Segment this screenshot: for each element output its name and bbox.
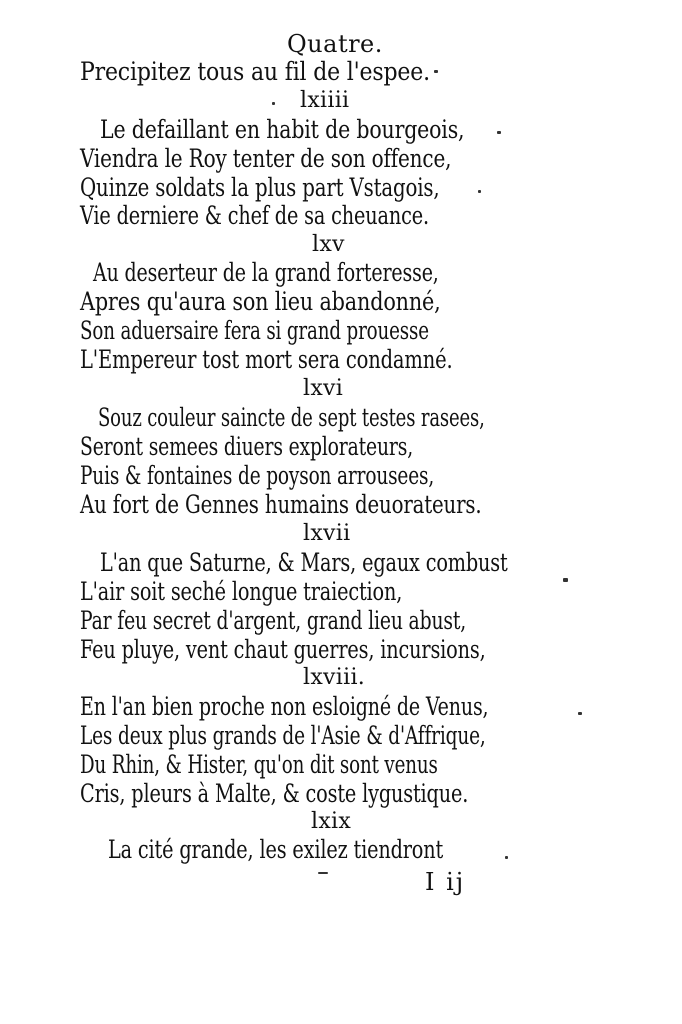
verse-line: L'an que Saturne, & Mars, egaux combust <box>100 548 508 577</box>
verse-line: Du Rhin, & Hister, qu'on dit sont venus <box>80 750 438 779</box>
verse-line: Par feu secret d'argent, grand lieu abust, <box>80 606 467 635</box>
verse-line: Le defaillant en habit de bourgeois, <box>100 115 465 144</box>
verse-line: Apres qu'aura son lieu abandonné, <box>80 287 441 316</box>
verse-line: L'Empereur tost mort sera condamné. <box>80 345 453 374</box>
verse-line: Seront semees diuers explorateurs, <box>80 432 414 461</box>
verse-line: Son aduersaire fera si grand prouesse <box>80 316 429 345</box>
verse-line: Vie derniere & chef de sa cheuance. <box>80 201 429 230</box>
quatrain-number: lxiiii <box>300 88 350 113</box>
quatrain-number: lxvi <box>303 376 344 401</box>
ink-speck <box>318 872 328 874</box>
verse-line: En l'an bien proche non esloigné de Venus, <box>80 692 489 721</box>
verse-line: Viendra le Roy tenter de son offence, <box>80 144 452 173</box>
verse-line: Quinze soldats la plus part Vstagois, <box>80 173 440 202</box>
verse-line: Souz couleur saincte de sept testes rasees, <box>98 403 485 432</box>
quatrain-number: lxv <box>312 232 345 257</box>
verse-line: Feu pluye, vent chaut guerres, incursions, <box>80 635 486 664</box>
verse-line: Au deserteur de la grand forteresse, <box>93 258 439 287</box>
ink-speck <box>563 578 568 582</box>
quatrain-number: lxix <box>311 809 352 834</box>
verse-line: Au fort de Gennes humains deuorateurs. <box>80 490 482 519</box>
verse-line: Les deux plus grands de l'Asie & d'Affrique, <box>80 721 486 750</box>
verse-line: L'air soit seché longue traiection, <box>80 577 403 606</box>
ink-speck <box>505 856 508 859</box>
verse-line: Puis & fontaines de poyson arrousees, <box>80 461 435 490</box>
verse-line: Cris, pleurs à Malte, & coste lygustique. <box>80 779 469 808</box>
running-head: Quatre. <box>287 30 383 58</box>
ink-speck <box>434 70 438 73</box>
quatrain-number: lxviii. <box>303 665 366 690</box>
folio-signature: I ij <box>425 868 466 896</box>
ink-speck <box>272 102 275 105</box>
ink-speck <box>578 712 582 715</box>
ink-speck <box>478 190 481 193</box>
ink-speck <box>497 131 501 134</box>
quatrain-number: lxvii <box>303 521 351 546</box>
verse-line: La cité grande, les exilez tiendront <box>108 835 444 864</box>
verse-line: Precipitez tous au fil de l'espee. <box>80 57 430 86</box>
